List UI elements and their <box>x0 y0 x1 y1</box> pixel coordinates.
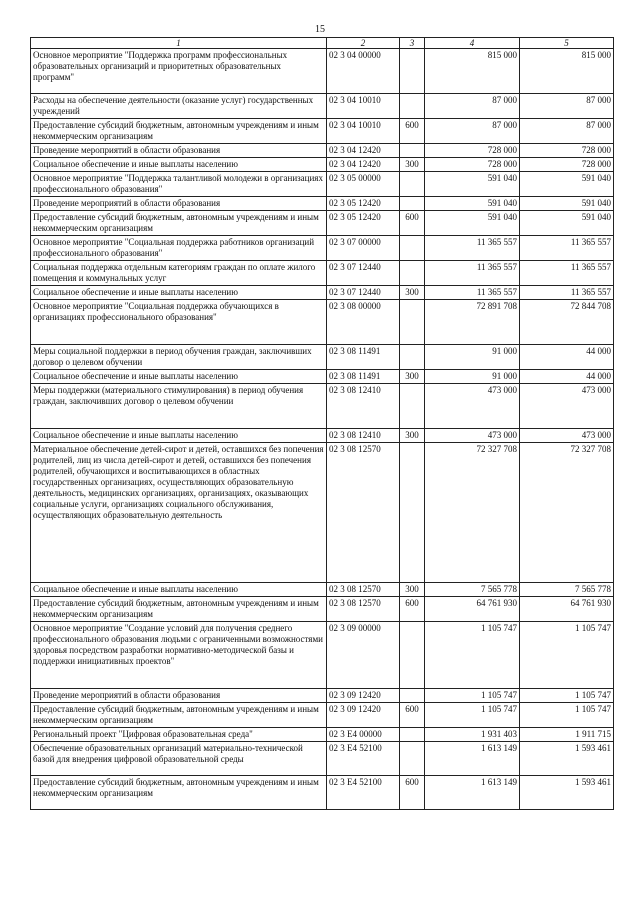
row-type-cell <box>400 384 425 429</box>
table-row <box>31 728 614 742</box>
row-name-cell: Основное мероприятие "Социальная поддержка работников организаций профессионального образования" <box>31 236 327 261</box>
row-amount-1-cell: 91 000 <box>425 345 520 370</box>
row-code-cell: 02 3 07 00000 <box>327 236 400 261</box>
row-type-cell <box>400 742 425 776</box>
row-name-cell: Проведение мероприятий в области образования <box>31 689 327 703</box>
row-code-cell: 02 3 E4 52100 <box>327 742 400 776</box>
row-amount-2-cell: 44 000 <box>520 345 614 370</box>
row-name-cell: Меры социальной поддержки в период обучения граждан, заключивших договор о целевом обучении <box>31 345 327 370</box>
row-amount-2-cell: 64 761 930 <box>520 597 614 622</box>
row-code-cell: 02 3 09 00000 <box>327 622 400 689</box>
row-amount-2-cell: 728 000 <box>520 158 614 172</box>
row-type-cell <box>400 197 425 211</box>
table-row <box>31 144 614 158</box>
row-type-cell <box>400 300 425 345</box>
row-type-cell <box>400 728 425 742</box>
row-amount-2-cell: 1 105 747 <box>520 703 614 728</box>
column-header-type: 3 <box>400 38 425 49</box>
row-amount-2-cell: 72 844 708 <box>520 300 614 345</box>
row-type-cell <box>400 261 425 286</box>
row-type-cell: 600 <box>400 703 425 728</box>
table-body <box>31 49 614 810</box>
column-header-amount-1: 4 <box>425 38 520 49</box>
row-name-cell: Предоставление субсидий бюджетным, автономным учреждениям и иным некоммерческим организациям <box>31 776 327 810</box>
row-type-cell <box>400 689 425 703</box>
row-name-cell: Меры поддержки (материального стимулирования) в период обучения граждан, заключивших договор о целевом обучении <box>31 384 327 429</box>
table-row <box>31 94 614 119</box>
row-amount-1-cell: 1 613 149 <box>425 776 520 810</box>
row-type-cell: 600 <box>400 776 425 810</box>
row-amount-1-cell: 1 613 149 <box>425 742 520 776</box>
row-name-cell: Основное мероприятие "Поддержка программ профессиональных образовательных организаций и приоритетных образовательных программ" <box>31 49 327 94</box>
row-code-cell: 02 3 08 11491 <box>327 370 400 384</box>
row-amount-2-cell: 815 000 <box>520 49 614 94</box>
table-row <box>31 197 614 211</box>
table-row <box>31 261 614 286</box>
row-code-cell: 02 3 07 12440 <box>327 261 400 286</box>
row-amount-1-cell: 11 365 557 <box>425 261 520 286</box>
table-row <box>31 49 614 94</box>
table-row <box>31 597 614 622</box>
row-type-cell <box>400 49 425 94</box>
row-amount-2-cell: 1 105 747 <box>520 689 614 703</box>
row-amount-1-cell: 591 040 <box>425 172 520 197</box>
row-name-cell: Предоставление субсидий бюджетным, автономным учреждениям и иным некоммерческим организациям <box>31 119 327 144</box>
row-code-cell: 02 3 05 12420 <box>327 197 400 211</box>
row-amount-1-cell: 72 327 708 <box>425 443 520 583</box>
row-name-cell: Обеспечение образовательных организаций материально-технической базой для внедрения цифровой образовательной среды <box>31 742 327 776</box>
table-row <box>31 689 614 703</box>
row-name-cell: Социальное обеспечение и иные выплаты населению <box>31 370 327 384</box>
row-type-cell <box>400 443 425 583</box>
row-name-cell: Материальное обеспечение детей-сирот и детей, оставшихся без попечения родителей, лиц из числа детей-сирот и детей, оставшихся без попечения родителей, обучающихся и воспитывающихся в областных государственных организациях, осуществляющих образовательную деятельность, медицинских организациях, организациях, оказывающих социальные услуги, организациях социального обслуживания, осуществляющих образовательную деятельность <box>31 443 327 583</box>
column-header-code: 2 <box>327 38 400 49</box>
row-name-cell: Основное мероприятие "Создание условий для получения среднего профессионального образования людьми с ограниченными возможностями здоровья посредством разработки нормативно-методической базы и поддержки инициативных проектов" <box>31 622 327 689</box>
row-amount-1-cell: 591 040 <box>425 211 520 236</box>
row-amount-2-cell: 1 593 461 <box>520 742 614 776</box>
row-amount-1-cell: 728 000 <box>425 158 520 172</box>
row-code-cell: 02 3 08 12570 <box>327 583 400 597</box>
row-amount-1-cell: 815 000 <box>425 49 520 94</box>
row-amount-1-cell: 91 000 <box>425 370 520 384</box>
row-type-cell: 300 <box>400 429 425 443</box>
row-name-cell: Социальное обеспечение и иные выплаты населению <box>31 583 327 597</box>
page-number: 15 <box>315 24 325 35</box>
row-amount-2-cell: 11 365 557 <box>520 261 614 286</box>
row-amount-2-cell: 1 105 747 <box>520 622 614 689</box>
row-type-cell: 300 <box>400 583 425 597</box>
table-row <box>31 236 614 261</box>
row-amount-1-cell: 1 105 747 <box>425 622 520 689</box>
row-amount-2-cell: 591 040 <box>520 211 614 236</box>
row-code-cell: 02 3 08 12410 <box>327 384 400 429</box>
row-code-cell: 02 3 08 12410 <box>327 429 400 443</box>
table-row <box>31 583 614 597</box>
table-row <box>31 443 614 583</box>
row-code-cell: 02 3 04 00000 <box>327 49 400 94</box>
column-header-row <box>31 38 614 49</box>
row-type-cell <box>400 622 425 689</box>
row-type-cell: 300 <box>400 286 425 300</box>
row-code-cell: 02 3 04 10010 <box>327 119 400 144</box>
row-name-cell: Проведение мероприятий в области образования <box>31 197 327 211</box>
row-amount-1-cell: 591 040 <box>425 197 520 211</box>
row-name-cell: Социальная поддержка отдельным категориям граждан по оплате жилого помещения и коммунальных услуг <box>31 261 327 286</box>
row-code-cell: 02 3 E4 00000 <box>327 728 400 742</box>
row-code-cell: 02 3 04 10010 <box>327 94 400 119</box>
row-amount-1-cell: 1 105 747 <box>425 703 520 728</box>
table-row <box>31 429 614 443</box>
row-name-cell: Региональный проект "Цифровая образовательная среда" <box>31 728 327 742</box>
row-amount-2-cell: 591 040 <box>520 172 614 197</box>
row-amount-1-cell: 11 365 557 <box>425 286 520 300</box>
column-header-name: 1 <box>31 38 327 49</box>
row-name-cell: Предоставление субсидий бюджетным, автономным учреждениям и иным некоммерческим организациям <box>31 597 327 622</box>
table-row <box>31 300 614 345</box>
row-name-cell: Предоставление субсидий бюджетным, автономным учреждениям и иным некоммерческим организациям <box>31 211 327 236</box>
table-row <box>31 384 614 429</box>
row-amount-2-cell: 591 040 <box>520 197 614 211</box>
row-name-cell: Социальное обеспечение и иные выплаты населению <box>31 158 327 172</box>
row-code-cell: 02 3 04 12420 <box>327 158 400 172</box>
row-amount-1-cell: 87 000 <box>425 94 520 119</box>
row-amount-1-cell: 64 761 930 <box>425 597 520 622</box>
row-amount-2-cell: 87 000 <box>520 94 614 119</box>
row-code-cell: 02 3 E4 52100 <box>327 776 400 810</box>
table-row <box>31 370 614 384</box>
table-row <box>31 622 614 689</box>
row-amount-1-cell: 473 000 <box>425 384 520 429</box>
row-code-cell: 02 3 07 12440 <box>327 286 400 300</box>
row-amount-2-cell: 44 000 <box>520 370 614 384</box>
row-amount-2-cell: 1 593 461 <box>520 776 614 810</box>
table-row <box>31 119 614 144</box>
row-amount-1-cell: 7 565 778 <box>425 583 520 597</box>
row-type-cell: 300 <box>400 370 425 384</box>
table-row <box>31 286 614 300</box>
column-header-amount-2: 5 <box>520 38 614 49</box>
row-amount-2-cell: 473 000 <box>520 384 614 429</box>
budget-table <box>30 37 614 810</box>
row-code-cell: 02 3 09 12420 <box>327 689 400 703</box>
table-row <box>31 345 614 370</box>
table-row <box>31 172 614 197</box>
row-code-cell: 02 3 05 00000 <box>327 172 400 197</box>
table-row <box>31 742 614 776</box>
row-type-cell <box>400 94 425 119</box>
table-row <box>31 703 614 728</box>
row-amount-1-cell: 1 931 403 <box>425 728 520 742</box>
row-code-cell: 02 3 04 12420 <box>327 144 400 158</box>
row-code-cell: 02 3 08 12570 <box>327 443 400 583</box>
row-amount-1-cell: 72 891 708 <box>425 300 520 345</box>
table-row <box>31 776 614 810</box>
row-type-cell: 600 <box>400 211 425 236</box>
row-type-cell <box>400 236 425 261</box>
row-name-cell: Проведение мероприятий в области образования <box>31 144 327 158</box>
row-amount-1-cell: 1 105 747 <box>425 689 520 703</box>
row-type-cell: 600 <box>400 119 425 144</box>
row-name-cell: Предоставление субсидий бюджетным, автономным учреждениям и иным некоммерческим организациям <box>31 703 327 728</box>
row-type-cell <box>400 345 425 370</box>
row-amount-2-cell: 11 365 557 <box>520 286 614 300</box>
row-amount-1-cell: 473 000 <box>425 429 520 443</box>
row-code-cell: 02 3 09 12420 <box>327 703 400 728</box>
row-name-cell: Социальное обеспечение и иные выплаты населению <box>31 286 327 300</box>
table-row <box>31 211 614 236</box>
row-amount-2-cell: 473 000 <box>520 429 614 443</box>
row-amount-2-cell: 1 911 715 <box>520 728 614 742</box>
row-name-cell: Расходы на обеспечение деятельности (оказание услуг) государственных учреждений <box>31 94 327 119</box>
row-amount-2-cell: 7 565 778 <box>520 583 614 597</box>
row-amount-2-cell: 728 000 <box>520 144 614 158</box>
row-code-cell: 02 3 08 00000 <box>327 300 400 345</box>
row-code-cell: 02 3 08 11491 <box>327 345 400 370</box>
row-code-cell: 02 3 08 12570 <box>327 597 400 622</box>
row-amount-1-cell: 11 365 557 <box>425 236 520 261</box>
row-name-cell: Основное мероприятие "Поддержка талантливой молодежи в организациях профессионального образования" <box>31 172 327 197</box>
row-type-cell: 600 <box>400 597 425 622</box>
row-amount-2-cell: 11 365 557 <box>520 236 614 261</box>
row-name-cell: Социальное обеспечение и иные выплаты населению <box>31 429 327 443</box>
row-amount-2-cell: 87 000 <box>520 119 614 144</box>
table-row <box>31 158 614 172</box>
row-type-cell: 300 <box>400 158 425 172</box>
row-name-cell: Основное мероприятие "Социальная поддержка обучающихся в организациях профессионального образования" <box>31 300 327 345</box>
row-amount-1-cell: 87 000 <box>425 119 520 144</box>
row-code-cell: 02 3 05 12420 <box>327 211 400 236</box>
row-type-cell <box>400 144 425 158</box>
row-amount-1-cell: 728 000 <box>425 144 520 158</box>
row-amount-2-cell: 72 327 708 <box>520 443 614 583</box>
row-type-cell <box>400 172 425 197</box>
